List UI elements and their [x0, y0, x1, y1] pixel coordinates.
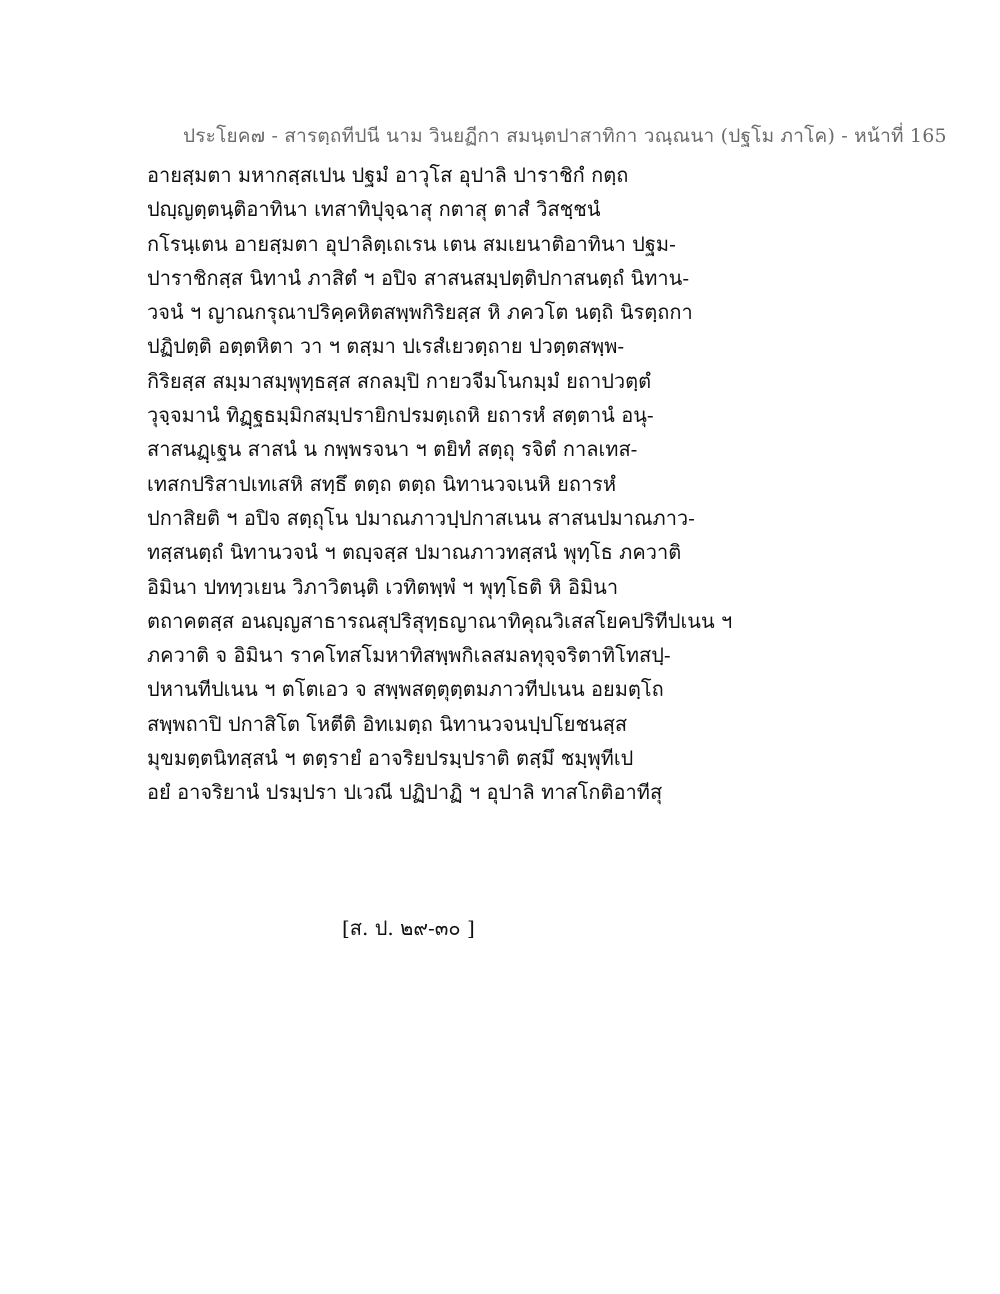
body-text [147, 158, 867, 810]
text-line: อิมินา ปททฺวเยน วิภาวิตนฺติ เวทิตพฺพํ ฯ พุทฺโธติ หิ อิมินา [147, 574, 619, 599]
text-line: ปฏิปตฺติ อตฺตหิตา วา ฯ ตสฺมา ปเรสํเยวตฺถาย ปวตฺตสพฺพ- [147, 334, 625, 359]
running-header: ประโยค๗ - สารตฺถทีปนี นาม วินยฏีกา สมนฺตปาสาทิกา วณฺณนา (ปฐโม ภาโค) - หน้าที่ 165 [183, 125, 947, 147]
text-line: สพฺพถาปิ ปกาสิโต โหตีติ อิทเมตฺถ นิทานวจนปฺปโยชนสฺส [147, 711, 628, 736]
text-line: มุขมตฺตนิทสฺสนํ ฯ ตตฺรายํ อาจริยปรมฺปราติ ตสฺมึ ชมฺพุทีเป [147, 746, 634, 771]
text-line: วจนํ ฯ ญาณกรุณาปริคฺคหิตสพฺพกิริยสฺส หิ ภควโต นตฺถิ นิรตฺถกา [147, 300, 693, 325]
text-line: ตถาคตสฺส อนญฺญสาธารณสุปริสุทฺธญาณาทิคุณวิเสสโยคปริทีปเนน ฯ [147, 608, 733, 633]
text-line: วุจฺจมานํ ทิฏฺฐธมฺมิกสมฺปรายิกปรมตฺเถหิ ยถารหํ สตฺตานํ อนุ- [147, 403, 654, 428]
text-line: กิริยสฺส สมฺมาสมฺพุทฺธสฺส สกลมฺปิ กายวจีมโนกมฺมํ ยถาปวตฺตํ [147, 368, 652, 393]
text-line: เทสกปริสาปเทเสหิ สทฺธึ ตตฺถ ตตฺถ นิทานวจเนหิ ยถารหํ [147, 471, 617, 496]
text-line: ภควาติ จ อิมินา ราคโทสโมหาทิสพฺพกิเลสมลทุจฺจริตาทิโทสปฺ- [147, 643, 671, 668]
text-line: สาสนฏฺเฐน สาสนํ น กพฺพรจนา ฯ ตยิทํ สตฺถุ รจิตํ กาลเทส- [147, 437, 638, 462]
text-line: อายสฺมตา มหากสฺสเปน ปฐมํ อาวุโส อุปาลิ ปาราชิกํ กตฺถ [147, 163, 629, 187]
text-line: กโรนฺเตน อายสฺมตา อุปาลิตฺเถเรน เตน สมเยนาติอาทินา ปฐม- [147, 231, 676, 256]
text-line: ปหานทีปเนน ฯ ตโตเอว จ สพฺพสตฺตุตฺตมภาวทีปเนน อยมตฺโถ [147, 677, 664, 702]
text-line: ปญฺญตฺตนฺติอาทินา เทสาทิปุจฺฉาสุ กตาสุ ตาสํ วิสชฺชนํ [147, 197, 601, 222]
text-line: ปาราชิกสฺส นิทานํ ภาสิตํ ฯ อปิจ สาสนสมฺปตฺติปกาสนตฺถํ นิทาน- [147, 265, 690, 290]
source-reference: [ส. ป. ๒๙-๓๐ ] [342, 916, 475, 940]
text-line: ทสฺสนตฺถํ นิทานวจนํ ฯ ตญฺจสฺส ปมาณภาวทสฺสนํ พุทฺโธ ภควาติ [147, 540, 682, 565]
text-line: ปกาสิยติ ฯ อปิจ สตฺถุโน ปมาณภาวปฺปกาสเนน สาสนปมาณภาว- [147, 505, 695, 530]
text-line: อยํ อาจริยานํ ปรมฺปรา ปเวณี ปฏิปาฏิ ฯ อุปาลิ ทาสโกติอาทีสุ [147, 780, 663, 805]
